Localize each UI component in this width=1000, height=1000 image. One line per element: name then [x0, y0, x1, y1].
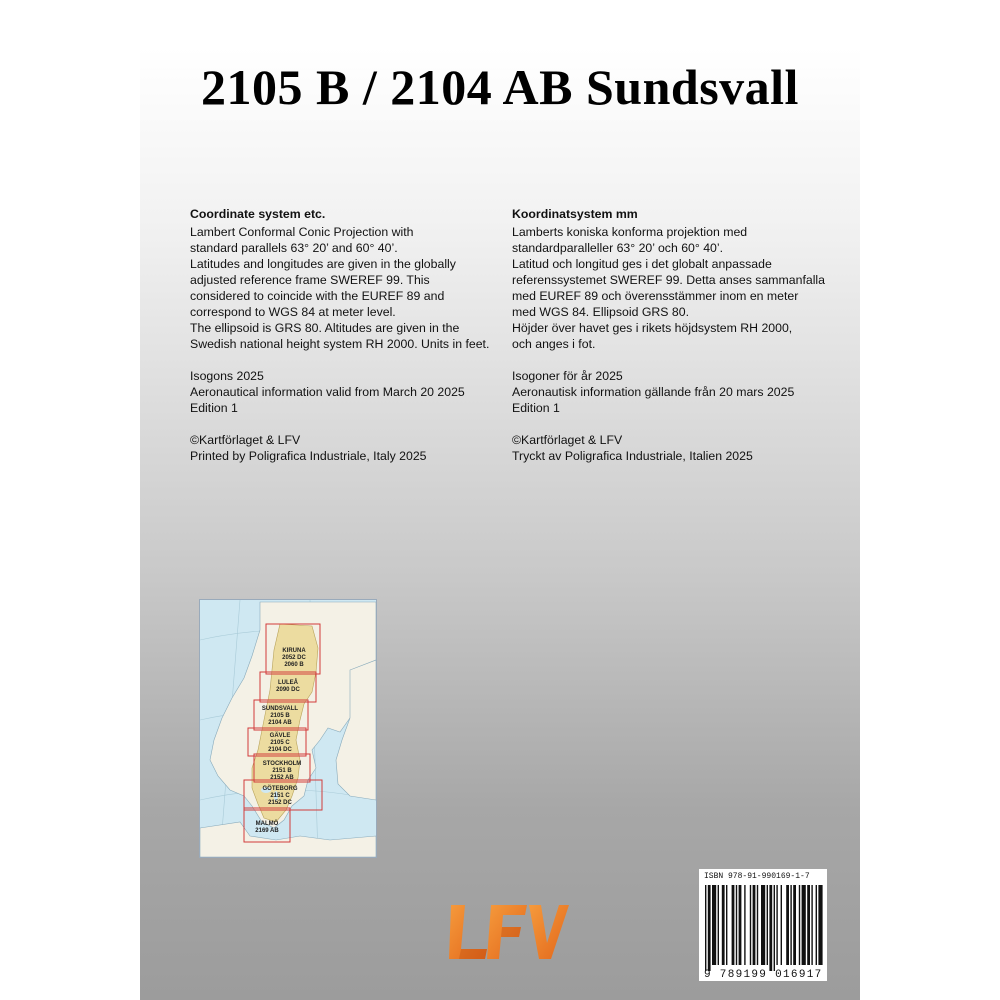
english-column: [190, 206, 500, 464]
barcode-bar: [722, 885, 725, 965]
sheet-code: 2152 DC: [268, 800, 292, 806]
swedish-line: Lamberts koniska konforma projektion med: [512, 225, 748, 239]
index-map: [199, 599, 377, 858]
sheet-code: 2052 DC: [282, 655, 306, 661]
english-credits-block: [190, 432, 500, 464]
barcode-bar: [816, 885, 817, 965]
swedish-validity: Aeronautisk information gällande från 20 mars 2025: [512, 385, 795, 399]
barcode-bar: [712, 885, 716, 965]
english-validity: Aeronautical information valid from March 20 2025: [190, 385, 465, 399]
barcode-bar: [718, 885, 719, 965]
english-line: considered to coincide with the EUREF 89 and: [190, 289, 445, 303]
barcode-bar: [776, 885, 777, 965]
swedish-info-block: [512, 368, 822, 416]
english-line: The ellipsoid is GRS 80. Altitudes are given in the: [190, 321, 460, 335]
barcode-bar: [705, 885, 706, 971]
english-heading: Coordinate system etc.: [190, 207, 326, 221]
sheet-code: 2090 DC: [276, 687, 300, 693]
page-title: 2105 B / 2104 AB Sundsvall: [201, 59, 799, 115]
barcode-bar: [753, 885, 756, 965]
swedish-line: referenssystemet SWEREF 99. Detta anses sammanfalla: [512, 273, 826, 287]
sheet-code: 2105 B: [270, 713, 290, 719]
barcode-bar: [790, 885, 791, 965]
barcode-bar: [757, 885, 758, 965]
swedish-column: [512, 206, 826, 464]
sheet-code: 2151 B: [272, 768, 292, 774]
english-edition: Edition 1: [190, 401, 238, 415]
english-line: correspond to WGS 84 at meter level.: [190, 305, 396, 319]
swedish-line: med WGS 84. Ellipsoid GRS 80.: [512, 305, 690, 319]
barcode: [699, 869, 827, 981]
swedish-credits-block: [512, 432, 822, 464]
sheet-name: GÄVLE: [269, 733, 291, 739]
barcode-bar: [802, 885, 806, 965]
english-info-block: [190, 368, 500, 416]
swedish-line: Latitud och longitud ges i det globalt anpassade: [512, 257, 772, 271]
barcode-bar: [811, 885, 812, 965]
sheet-code: 2151 C: [270, 793, 290, 799]
english-printed: Printed by Poligrafica Industriale, Italy 2025: [190, 449, 427, 463]
barcode-bar: [739, 885, 742, 965]
barcode-bar: [736, 885, 737, 965]
swedish-line: standardparalleller 63° 20’ och 60° 40’.: [512, 241, 724, 255]
sheet-code: 2060 B: [284, 662, 304, 668]
sheet-code: 2152 AB: [270, 775, 294, 781]
barcode-bar: [708, 885, 711, 971]
english-isogons: Isogons 2025: [190, 369, 264, 383]
index-map-graphic: [200, 600, 376, 857]
sheet-code: 2104 DC: [268, 747, 292, 753]
swedish-description: [512, 224, 826, 352]
sheet-name: SUNDSVALL: [261, 706, 299, 712]
english-line: Latitudes and longitudes are given in the globally: [190, 257, 456, 271]
swedish-edition: Edition 1: [512, 401, 560, 415]
english-copyright: ©Kartförlaget & LFV: [190, 433, 301, 447]
lfv-logo: [447, 899, 569, 963]
swedish-line: Höjder över havet ges i rikets höjdsystem RH 2000,: [512, 321, 793, 335]
barcode-bars: [699, 869, 827, 981]
sheet-code: 2169 AB: [255, 828, 279, 834]
swedish-printed: Tryckt av Poligrafica Industriale, Italien 2025: [512, 449, 753, 463]
barcode-bar: [750, 885, 751, 965]
barcode-bar: [807, 885, 810, 965]
land-continent: [200, 822, 376, 857]
sheet-name: LULEÅ: [278, 680, 298, 686]
english-line: adjusted reference frame SWEREF 99. This: [190, 273, 430, 287]
sheet-name: STOCKHOLM: [262, 761, 302, 767]
english-line: Swedish national height system RH 2000. Units in feet.: [190, 337, 490, 351]
barcode-bar: [818, 885, 822, 965]
barcode-bar: [774, 885, 775, 971]
barcode-bar: [744, 885, 745, 965]
sheet-name: KIRUNA: [282, 648, 306, 654]
sheet-code: 2104 AB: [268, 720, 292, 726]
sheet-name: MALMÖ: [255, 821, 279, 827]
swedish-heading: Koordinatsystem mm: [512, 207, 638, 221]
ean-number: 9 789199 016917: [704, 969, 823, 981]
barcode-bar: [767, 885, 768, 965]
swedish-line: och anges i fot.: [512, 337, 596, 351]
lfv-logo-icon: [447, 899, 569, 963]
barcode-bar: [726, 885, 727, 965]
sheet-name: GÖTEBORG: [262, 786, 298, 792]
barcode-bar: [732, 885, 735, 965]
barcode-bar: [761, 885, 765, 965]
isbn-label: ISBN 978-91-990169-1-7: [704, 872, 810, 881]
barcode-bar: [781, 885, 782, 965]
barcode-bar: [769, 885, 772, 971]
english-description: [190, 224, 500, 352]
english-line: Lambert Conformal Conic Projection with: [190, 225, 414, 239]
swedish-line: med EUREF 89 och överensstämmer inom en meter: [512, 289, 799, 303]
swedish-copyright: ©Kartförlaget & LFV: [512, 433, 623, 447]
english-line: standard parallels 63° 20’ and 60° 40’.: [190, 241, 398, 255]
barcode-bar: [786, 885, 789, 965]
swedish-isogons: Isogoner för år 2025: [512, 369, 623, 383]
barcode-bar: [793, 885, 796, 965]
barcode-bar: [799, 885, 800, 965]
sheet-code: 2105 C: [270, 740, 290, 746]
